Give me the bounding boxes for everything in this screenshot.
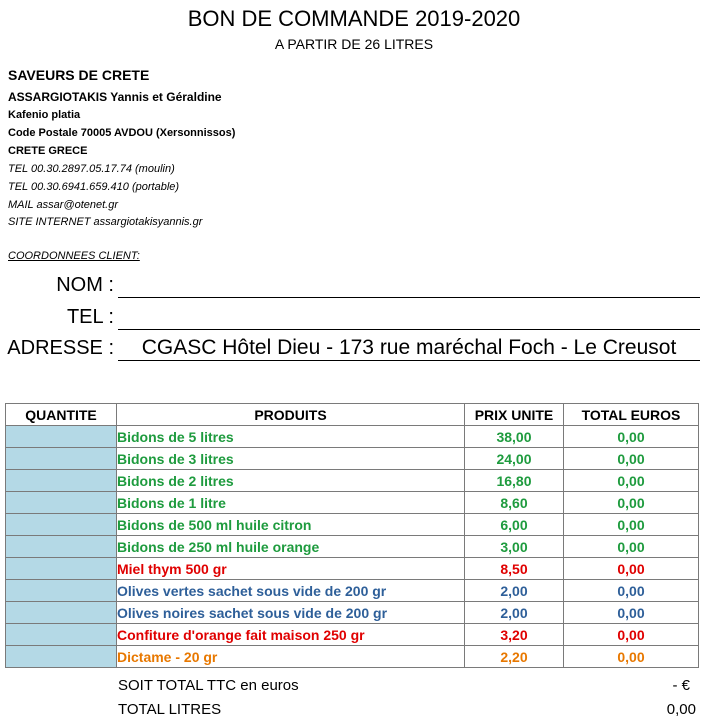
page-subtitle: A PARTIR DE 26 LITRES bbox=[274, 36, 434, 52]
order-table-body bbox=[6, 426, 699, 668]
table-row bbox=[6, 580, 699, 602]
quantite-cell[interactable] bbox=[6, 514, 117, 536]
company-address-line2: Code Postale 70005 AVDOU (Xersonnissos) bbox=[8, 127, 236, 139]
company-mail: MAIL assar@otenet.gr bbox=[8, 199, 119, 211]
prix-unite-cell: 6,00 bbox=[465, 514, 564, 536]
prix-unite-cell: 2,20 bbox=[465, 646, 564, 668]
produit-cell: Bidons de 2 litres bbox=[117, 470, 465, 492]
total-ttc-label: SOIT TOTAL TTC en euros bbox=[118, 677, 299, 694]
total-euros-cell: 0,00 bbox=[564, 558, 699, 580]
produit-cell: Bidons de 5 litres bbox=[117, 426, 465, 448]
quantite-cell[interactable] bbox=[6, 580, 117, 602]
total-ttc-value: - € bbox=[672, 677, 690, 694]
tel-field[interactable] bbox=[118, 308, 700, 330]
table-row bbox=[6, 514, 699, 536]
produit-cell: Dictame - 20 gr bbox=[117, 646, 465, 668]
company-tel-moulin: TEL 00.30.2897.05.17.74 (moulin) bbox=[8, 163, 175, 175]
quantite-cell[interactable] bbox=[6, 448, 117, 470]
tel-label: TEL : bbox=[66, 306, 114, 328]
table-row bbox=[6, 470, 699, 492]
produit-cell: Olives vertes sachet sous vide de 200 gr bbox=[117, 580, 465, 602]
company-name: SAVEURS DE CRETE bbox=[8, 67, 150, 83]
company-owners: ASSARGIOTAKIS Yannis et Géraldine bbox=[8, 90, 222, 104]
total-euros-cell: 0,00 bbox=[564, 580, 699, 602]
prix-unite-cell: 24,00 bbox=[465, 448, 564, 470]
order-table-header bbox=[6, 404, 699, 426]
table-row bbox=[6, 492, 699, 514]
table-row bbox=[6, 536, 699, 558]
prix-unite-cell: 2,00 bbox=[465, 602, 564, 624]
company-address-line3: CRETE GRECE bbox=[8, 145, 88, 157]
company-website: SITE INTERNET assargiotakisyannis.gr bbox=[8, 216, 203, 228]
prix-unite-cell: 3,00 bbox=[465, 536, 564, 558]
total-litres-label: TOTAL LITRES bbox=[118, 701, 222, 718]
produit-cell: Olives noires sachet sous vide de 200 gr bbox=[117, 602, 465, 624]
produit-cell: Bidons de 250 ml huile orange bbox=[117, 536, 465, 558]
table-row bbox=[6, 646, 699, 668]
total-euros-cell: 0,00 bbox=[564, 426, 699, 448]
quantite-cell[interactable] bbox=[6, 602, 117, 624]
prix-unite-cell: 38,00 bbox=[465, 426, 564, 448]
total-euros-cell: 0,00 bbox=[564, 492, 699, 514]
produit-cell: Miel thym 500 gr bbox=[117, 558, 465, 580]
quantite-cell[interactable] bbox=[6, 558, 117, 580]
client-section-heading: COORDONNEES CLIENT: bbox=[8, 250, 140, 262]
table-row bbox=[6, 448, 699, 470]
total-euros-cell: 0,00 bbox=[564, 470, 699, 492]
quantite-cell[interactable] bbox=[6, 492, 117, 514]
adresse-value[interactable]: CGASC Hôtel Dieu - 173 rue maréchal Foch - Le Creusot bbox=[141, 336, 677, 359]
header-prix-unite: PRIX UNITE bbox=[465, 404, 564, 426]
produit-cell: Bidons de 3 litres bbox=[117, 448, 465, 470]
header-quantite: QUANTITE bbox=[6, 404, 117, 426]
header-total-euros: TOTAL EUROS bbox=[564, 404, 699, 426]
prix-unite-cell: 3,20 bbox=[465, 624, 564, 646]
table-row bbox=[6, 602, 699, 624]
quantite-cell[interactable] bbox=[6, 536, 117, 558]
produit-cell: Confiture d'orange fait maison 250 gr bbox=[117, 624, 465, 646]
nom-field[interactable] bbox=[118, 276, 700, 298]
prix-unite-cell: 8,60 bbox=[465, 492, 564, 514]
total-litres-value: 0,00 bbox=[666, 701, 696, 718]
prix-unite-cell: 2,00 bbox=[465, 580, 564, 602]
produit-cell: Bidons de 500 ml huile citron bbox=[117, 514, 465, 536]
total-euros-cell: 0,00 bbox=[564, 514, 699, 536]
page-title: BON DE COMMANDE 2019-2020 bbox=[187, 6, 521, 31]
table-row bbox=[6, 624, 699, 646]
total-euros-cell: 0,00 bbox=[564, 536, 699, 558]
nom-label: NOM : bbox=[56, 274, 114, 296]
total-euros-cell: 0,00 bbox=[564, 624, 699, 646]
quantite-cell[interactable] bbox=[6, 426, 117, 448]
order-table bbox=[5, 403, 699, 668]
quantite-cell[interactable] bbox=[6, 646, 117, 668]
table-row bbox=[6, 558, 699, 580]
quantite-cell[interactable] bbox=[6, 624, 117, 646]
total-euros-cell: 0,00 bbox=[564, 646, 699, 668]
prix-unite-cell: 8,50 bbox=[465, 558, 564, 580]
prix-unite-cell: 16,80 bbox=[465, 470, 564, 492]
company-address-line1: Kafenio platia bbox=[8, 109, 81, 121]
total-euros-cell: 0,00 bbox=[564, 448, 699, 470]
total-euros-cell: 0,00 bbox=[564, 602, 699, 624]
header-produits: PRODUITS bbox=[117, 404, 465, 426]
produit-cell: Bidons de 1 litre bbox=[117, 492, 465, 514]
adresse-label: ADRESSE : bbox=[7, 337, 114, 359]
table-row bbox=[6, 426, 699, 448]
company-tel-portable: TEL 00.30.6941.659.410 (portable) bbox=[8, 181, 180, 193]
quantite-cell[interactable] bbox=[6, 470, 117, 492]
